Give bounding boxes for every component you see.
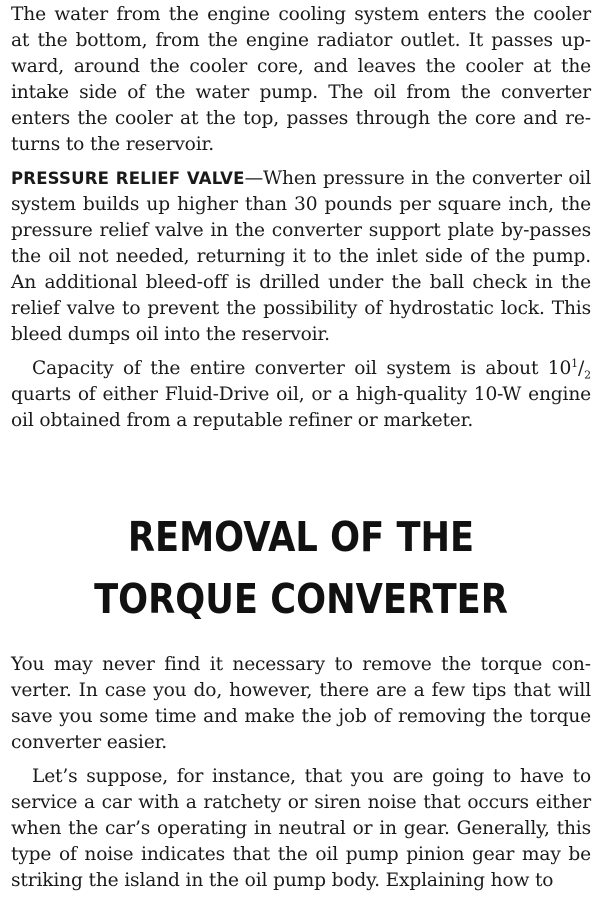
capacity-text-before: Capacity of the entire converter oil system is about 10 xyxy=(32,358,572,379)
fraction-denominator: 2 xyxy=(584,368,591,382)
section-heading xyxy=(52,506,551,630)
paragraph-cooler-flow: The water from the engine cooling system enters the cooler at the bottom, from the engine radiator outlet. It passes upward, around the cooler core, and leaves the cooler at the intake side of the water pump. The oil from the converter enters the cooler at the top, passes through the core and returns to the reservoir. xyxy=(11,4,591,155)
paragraph-removal-intro: You may never find it necessary to remove the torque converter. In case you do, however, there are a few tips that will save you some time and make the job of removing the torque converter easier. xyxy=(11,654,591,753)
paragraph-pressure-relief-valve xyxy=(11,166,591,348)
runin-heading-pressure-relief-valve: PRESSURE RELIEF VALVE xyxy=(11,169,245,188)
paragraph-noise-example: Let’s suppose, for instance, that you are going to have to service a car with a ratchety or siren noise that occurs either when the car’s operating in neutral or in gear. Generally, this type of noise indicates that the oil pump pinion gear may be striking the island in the oil pump body. Explaining how to xyxy=(11,766,591,891)
paragraph-capacity xyxy=(11,356,591,434)
section-heading-line-1: REMOVAL OF THE xyxy=(127,513,475,561)
fraction-numerator: 1 xyxy=(571,356,579,370)
capacity-text-after: quarts of either Fluid-Drive oil, or a high-quality 10-W engine oil obtained from a reputable refiner or marketer. xyxy=(11,384,591,431)
section-heading-line-2: TORQUE CONVERTER xyxy=(94,575,508,623)
fraction-one-half: $^1/_2$ xyxy=(571,356,591,382)
document-page xyxy=(11,2,591,894)
paragraph-pressure-relief-body: —When pressure in the converter oil system builds up higher than 30 pounds per square inch, the pressure relief valve in the converter support plate by-passes the oil not needed, returning it to the inlet side of the pump. An additional bleed-off is drilled under the ball check in the relief valve to prevent the possibility of hydrostatic lock. This bleed dumps oil into the reservoir. xyxy=(11,168,591,345)
